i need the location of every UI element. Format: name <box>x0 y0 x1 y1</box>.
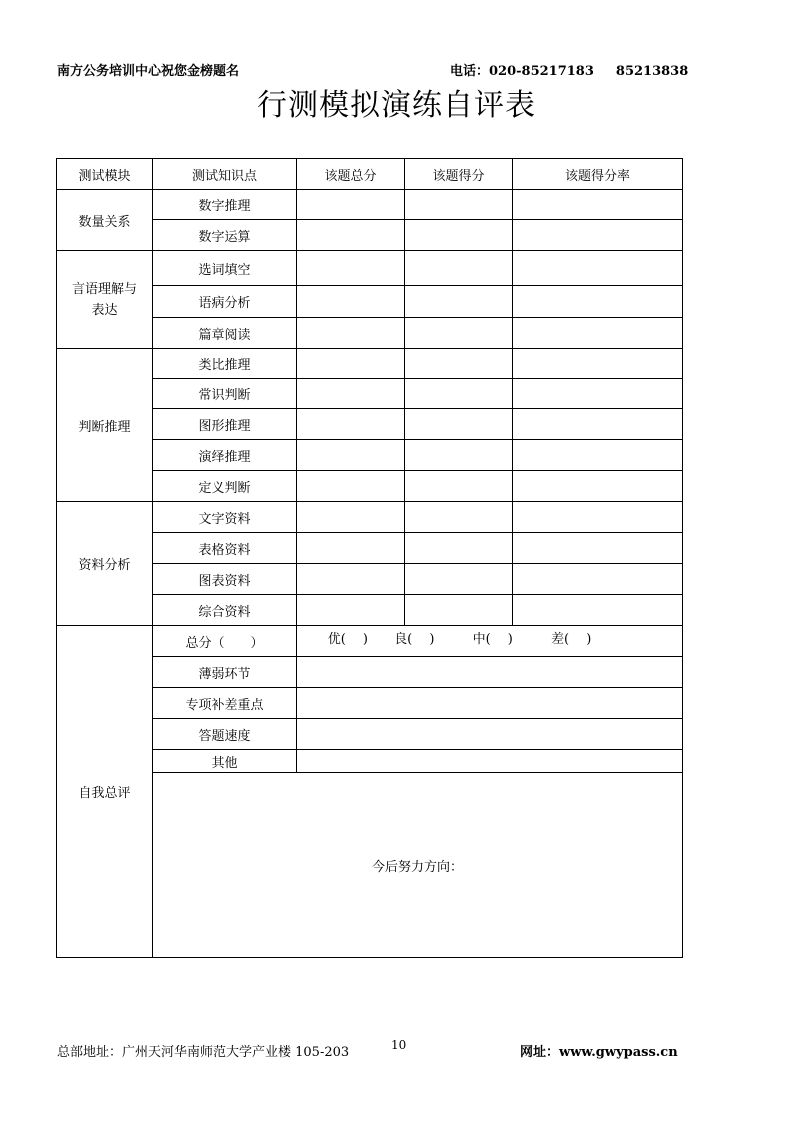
total-cell[interactable] <box>297 349 405 379</box>
footer-address: 总部地址：广州天河华南师范大学产业楼 105-203 <box>57 1045 350 1060</box>
future-direction-label: 今后努力方向： <box>371 859 463 875</box>
point-cell: 综合资料 <box>153 595 297 626</box>
total-cell[interactable] <box>297 409 405 440</box>
score-cell[interactable] <box>405 251 513 286</box>
table-row <box>57 502 683 533</box>
point-cell: 篇章阅读 <box>153 318 297 349</box>
rate-cell[interactable] <box>513 595 683 626</box>
grade-excellent[interactable]: 优( ) <box>327 632 368 647</box>
total-cell[interactable] <box>297 502 405 533</box>
score-cell[interactable] <box>405 564 513 595</box>
grade-poor[interactable]: 差( ) <box>550 632 592 647</box>
page-number: 10 <box>391 1038 407 1052</box>
category-verbal-line1: 言语理解与 <box>71 281 137 297</box>
point-cell: 图表资料 <box>153 564 297 595</box>
total-cell[interactable] <box>297 440 405 471</box>
category-judgment: 判断推理 <box>57 349 153 502</box>
rate-cell[interactable] <box>513 190 683 220</box>
category-self-evaluation: 自我总评 <box>57 626 153 958</box>
rate-cell[interactable] <box>513 318 683 349</box>
point-cell: 表格资料 <box>153 533 297 564</box>
total-cell[interactable] <box>297 595 405 626</box>
rate-cell[interactable] <box>513 502 683 533</box>
point-cell: 选词填空 <box>153 251 297 286</box>
total-cell[interactable] <box>297 471 405 502</box>
total-cell[interactable] <box>297 286 405 318</box>
point-cell: 文字资料 <box>153 502 297 533</box>
answer-speed-input[interactable] <box>297 719 683 750</box>
grade-options <box>297 626 683 657</box>
point-cell: 类比推理 <box>153 349 297 379</box>
table-header-row <box>57 159 683 190</box>
weak-areas-input[interactable] <box>297 657 683 688</box>
future-direction-area[interactable] <box>153 773 683 958</box>
grade-medium[interactable]: 中( ) <box>472 632 513 647</box>
point-cell: 图形推理 <box>153 409 297 440</box>
header-org: 南方公务培训中心祝您金榜题名 <box>57 64 240 79</box>
phone-number: 电话：020-85217183 <box>450 64 594 79</box>
point-cell: 定义判断 <box>153 471 297 502</box>
rate-cell[interactable] <box>513 564 683 595</box>
total-cell[interactable] <box>297 564 405 595</box>
header-phone <box>450 60 688 79</box>
self-evaluation-table <box>56 158 683 958</box>
category-quantity: 数量关系 <box>57 190 153 251</box>
category-data-analysis: 资料分析 <box>57 502 153 626</box>
rate-cell[interactable] <box>513 286 683 318</box>
total-score-label: 总分（ ） <box>153 626 297 657</box>
rate-cell[interactable] <box>513 409 683 440</box>
point-cell: 语病分析 <box>153 286 297 318</box>
focus-areas-input[interactable] <box>297 688 683 719</box>
table-row <box>57 251 683 286</box>
focus-areas-label: 专项补差重点 <box>153 688 297 719</box>
score-cell[interactable] <box>405 595 513 626</box>
point-cell: 演绎推理 <box>153 440 297 471</box>
table-row <box>57 190 683 220</box>
score-cell[interactable] <box>405 318 513 349</box>
page-title: 行测模拟演练自评表 <box>257 88 536 123</box>
category-verbal-line2: 表达 <box>91 302 118 318</box>
rate-cell[interactable] <box>513 349 683 379</box>
score-cell[interactable] <box>405 286 513 318</box>
rate-cell[interactable] <box>513 440 683 471</box>
category-verbal <box>57 251 153 349</box>
total-cell[interactable] <box>297 533 405 564</box>
total-cell[interactable] <box>297 220 405 251</box>
point-cell: 数字运算 <box>153 220 297 251</box>
total-cell[interactable] <box>297 318 405 349</box>
point-cell: 数字推理 <box>153 190 297 220</box>
total-cell[interactable] <box>297 251 405 286</box>
grade-good[interactable]: 良( ) <box>394 632 435 647</box>
score-cell[interactable] <box>405 471 513 502</box>
score-cell[interactable] <box>405 379 513 409</box>
rate-cell[interactable] <box>513 251 683 286</box>
rate-cell[interactable] <box>513 533 683 564</box>
rate-cell[interactable] <box>513 379 683 409</box>
score-cell[interactable] <box>405 440 513 471</box>
total-cell[interactable] <box>297 379 405 409</box>
score-cell[interactable] <box>405 220 513 251</box>
rate-cell[interactable] <box>513 220 683 251</box>
header-total-score: 该题总分 <box>297 159 405 190</box>
rate-cell[interactable] <box>513 471 683 502</box>
point-cell: 常识判断 <box>153 379 297 409</box>
table-row <box>57 349 683 379</box>
score-cell[interactable] <box>405 190 513 220</box>
header-obtained-score: 该题得分 <box>405 159 513 190</box>
score-cell[interactable] <box>405 409 513 440</box>
answer-speed-label: 答题速度 <box>153 719 297 750</box>
score-cell[interactable] <box>405 349 513 379</box>
phone-number-2: 85213838 <box>615 64 689 79</box>
score-cell[interactable] <box>405 533 513 564</box>
other-label: 其他 <box>153 750 297 773</box>
table-row <box>57 626 683 657</box>
score-cell[interactable] <box>405 502 513 533</box>
header-score-rate: 该题得分率 <box>513 159 683 190</box>
footer-website[interactable]: 网址：www.gwypass.cn <box>520 1045 678 1060</box>
total-cell[interactable] <box>297 190 405 220</box>
header-knowledge-point: 测试知识点 <box>153 159 297 190</box>
weak-areas-label: 薄弱环节 <box>153 657 297 688</box>
header-module: 测试模块 <box>57 159 153 190</box>
other-input[interactable] <box>297 750 683 773</box>
